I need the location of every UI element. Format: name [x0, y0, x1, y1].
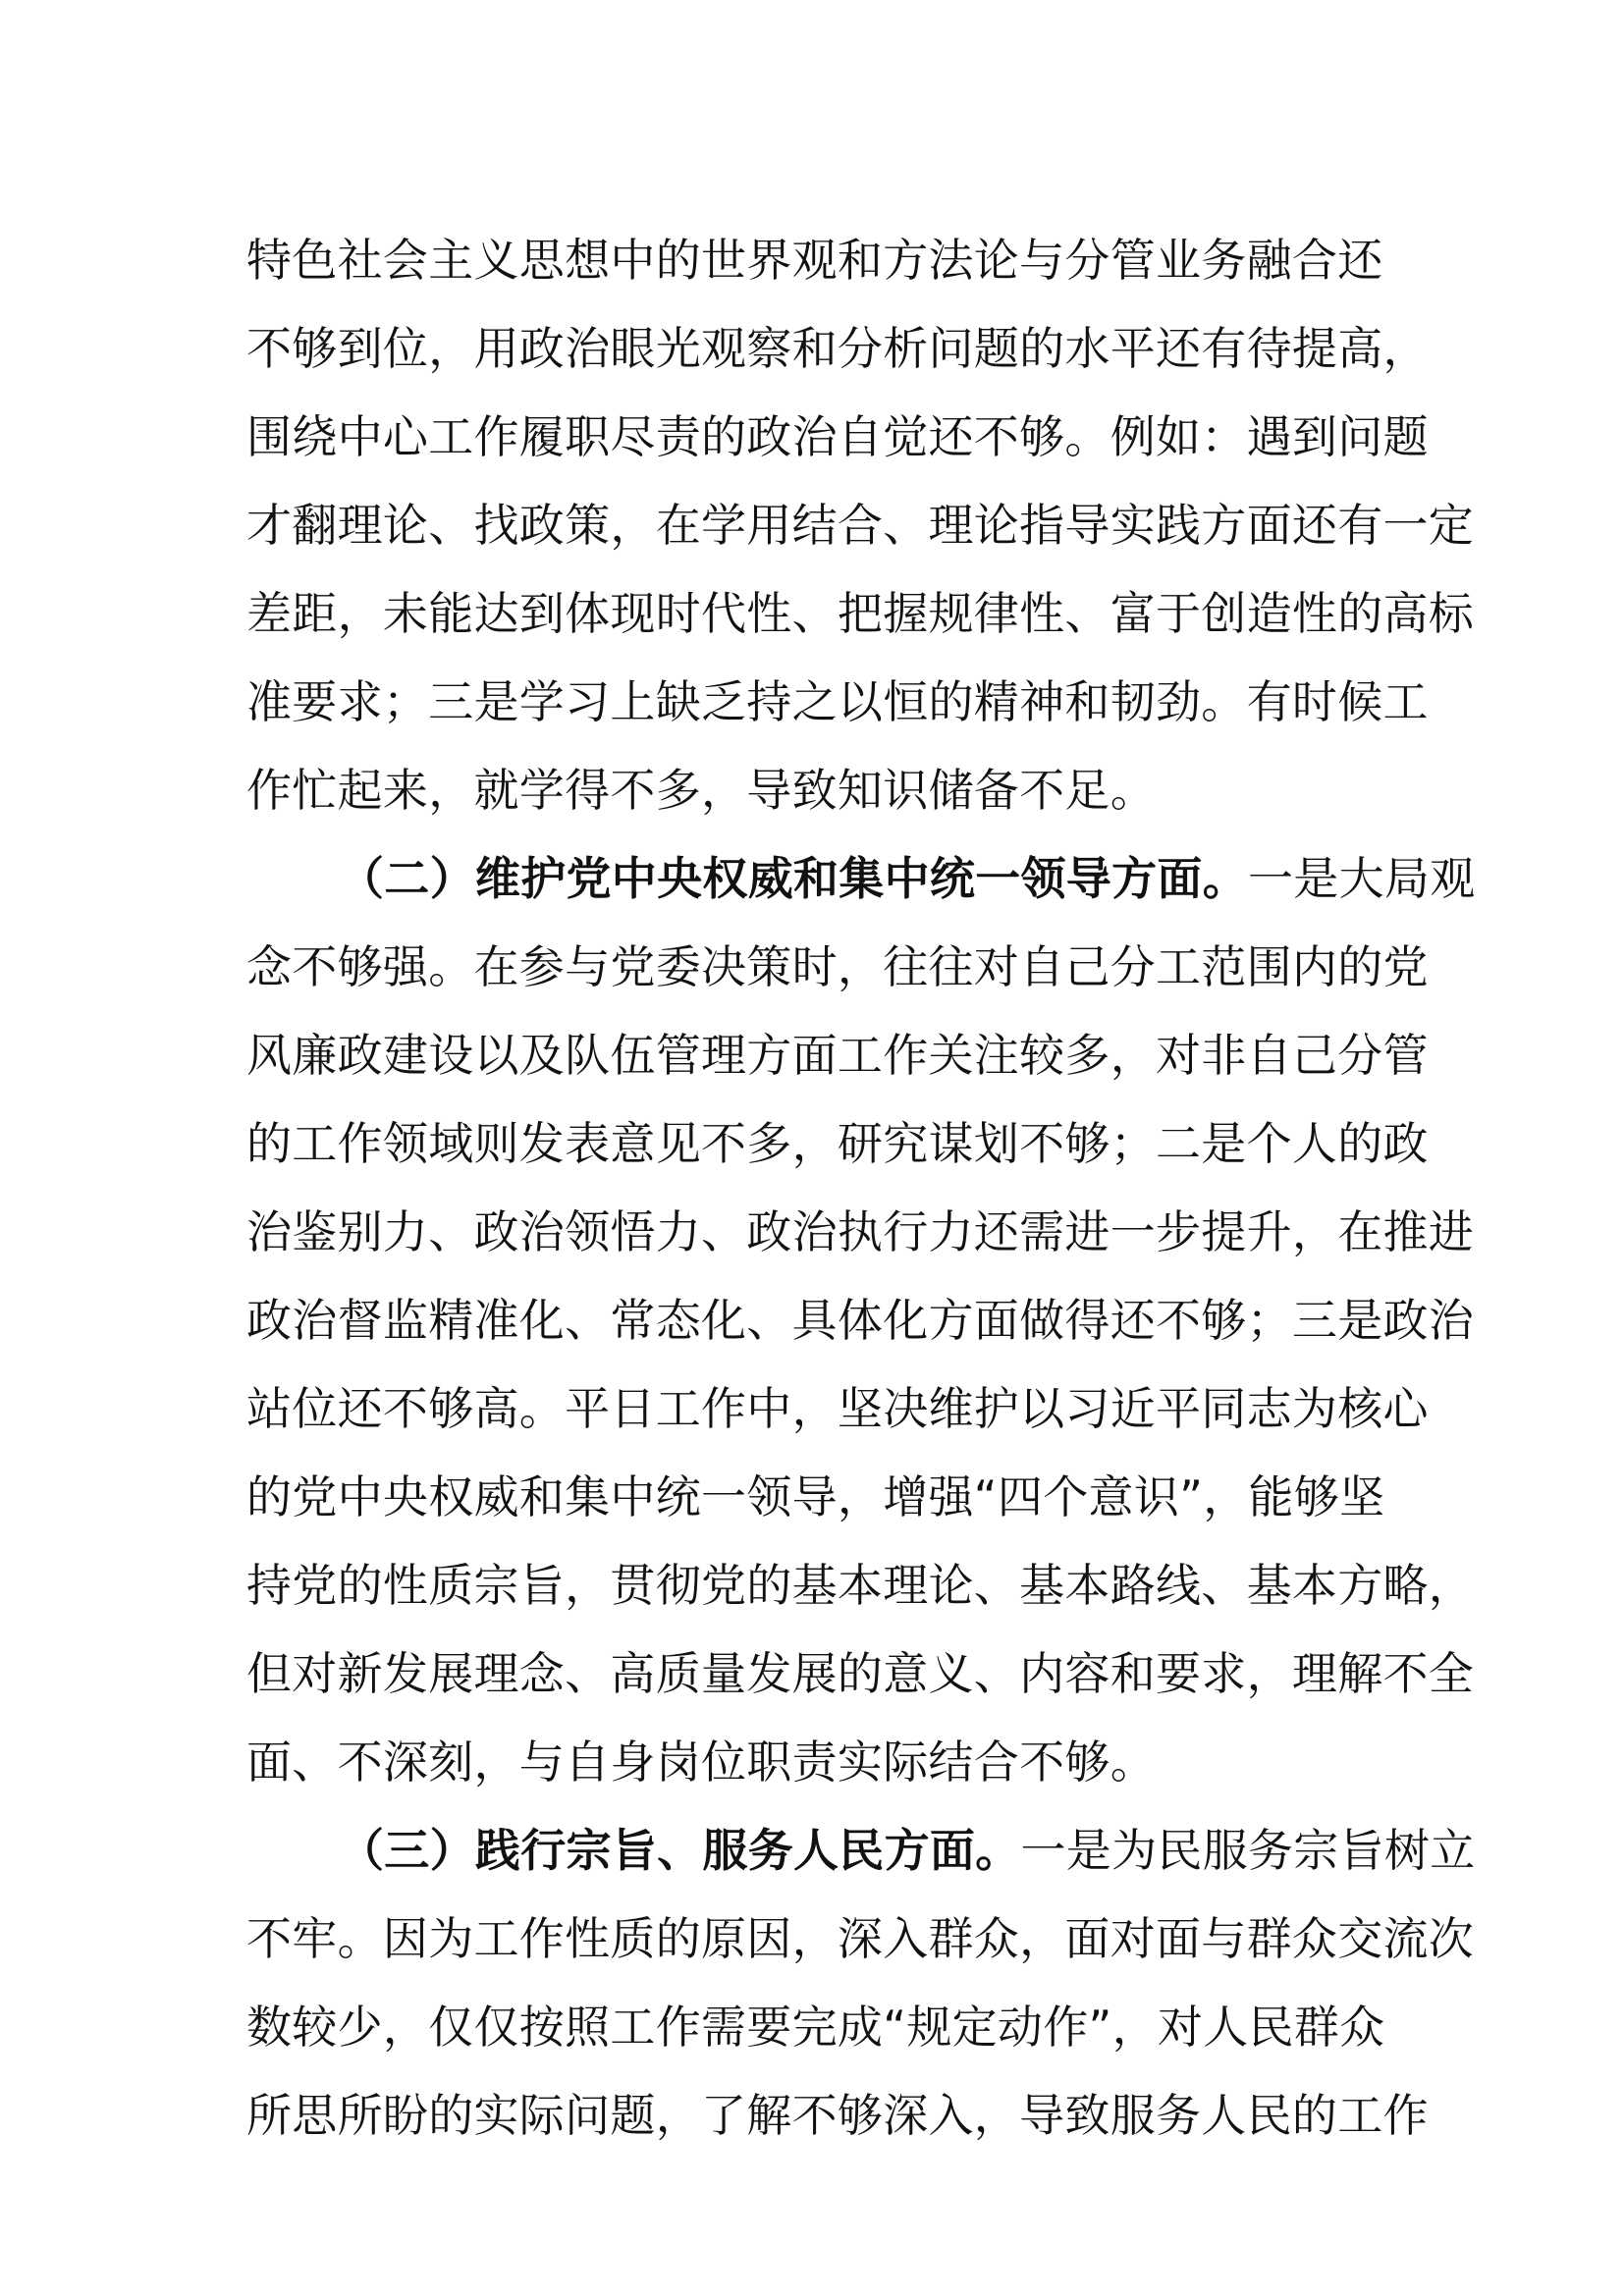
- text-line: 持党的性质宗旨，贯彻党的基本理论、基本路线、基本方略，: [246, 1559, 1475, 1612]
- section-heading: （三）践行宗旨、服务人民方面。: [339, 1824, 1021, 1877]
- text-line: 不够到位，用政治眼光观察和分析问题的水平还有待提高，: [246, 322, 1429, 375]
- text-line: 的党中央权威和集中统一领导，增强“四个意识”，能够坚: [246, 1470, 1385, 1523]
- text-line: 差距，未能达到体现时代性、把握规律性、富于创造性的高标: [246, 587, 1475, 640]
- text-line: 念不够强。在参与党委决策时，往往对自己分工范围内的党: [246, 940, 1429, 993]
- text-line: 面、不深刻，与自身岗位职责实际结合不够。: [246, 1735, 1156, 1789]
- text-line: 的工作领域则发表意见不多，研究谋划不够；二是个人的政: [246, 1117, 1429, 1170]
- text-line: 准要求；三是学习上缺乏持之以恒的精神和韧劲。有时候工: [246, 675, 1429, 728]
- section-heading-line: （二）维护党中央权威和集中统一领导方面。一是大局观: [339, 852, 1476, 905]
- text-line: 数较少，仅仅按照工作需要完成“规定动作”，对人民群众: [246, 2001, 1385, 2054]
- text-line: 围绕中心工作履职尽责的政治自觉还不够。例如：遇到问题: [246, 410, 1429, 463]
- text-line: 特色社会主义思想中的世界观和方法论与分管业务融合还: [246, 234, 1383, 287]
- text-line: 政治督监精准化、常态化、具体化方面做得还不够；三是政治: [246, 1294, 1475, 1347]
- section-heading: （二）维护党中央权威和集中统一领导方面。: [339, 852, 1248, 905]
- text-line: 站位还不够高。平日工作中，坚决维护以习近平同志为核心: [246, 1382, 1429, 1435]
- text-line: 不牢。因为工作性质的原因，深入群众，面对面与群众交流次: [246, 1912, 1475, 1965]
- section-heading-line: （三）践行宗旨、服务人民方面。一是为民服务宗旨树立: [339, 1824, 1476, 1877]
- text-line: 治鉴别力、政治领悟力、政治执行力还需进一步提升，在推进: [246, 1205, 1475, 1258]
- text-line: 作忙起来，就学得不多，导致知识储备不足。: [246, 764, 1156, 817]
- text-line: 风廉政建设以及队伍管理方面工作关注较多，对非自己分管: [246, 1029, 1429, 1082]
- text-line: 但对新发展理念、高质量发展的意义、内容和要求，理解不全: [246, 1647, 1475, 1700]
- text-line: 才翻理论、找政策，在学用结合、理论指导实践方面还有一定: [246, 499, 1475, 552]
- text-line: 所思所盼的实际问题，了解不够深入，导致服务人民的工作: [246, 2089, 1429, 2142]
